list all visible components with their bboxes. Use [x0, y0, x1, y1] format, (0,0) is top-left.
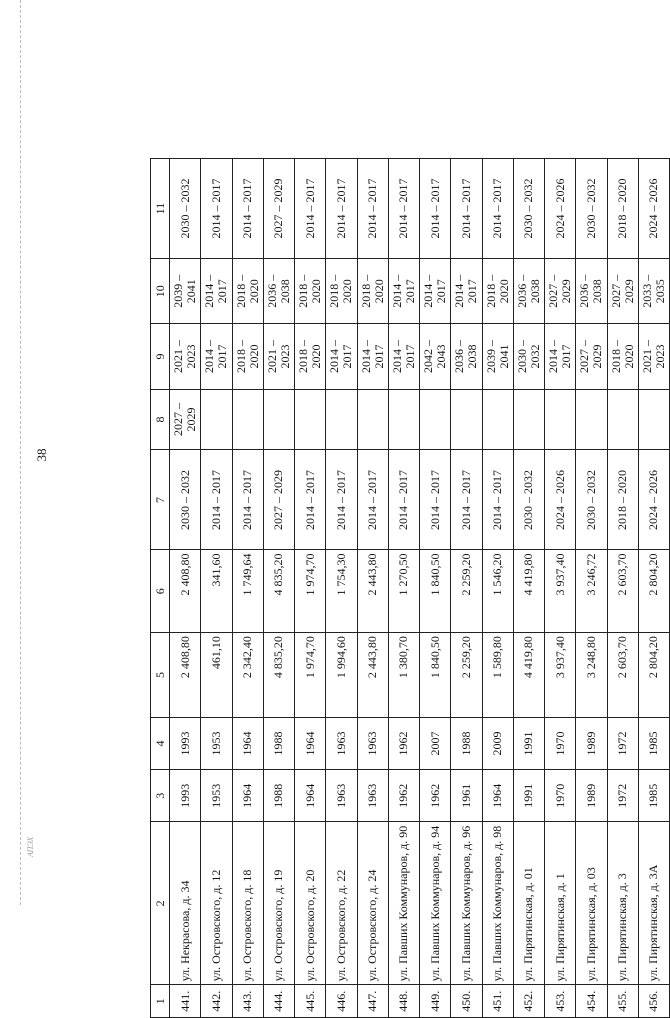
table-cell: 2 342,40 [232, 633, 263, 718]
table-cell: 2014 – 2017 [326, 159, 357, 259]
table-cell: 341,60 [201, 550, 232, 633]
table-cell: 1 974,70 [295, 550, 326, 633]
rotated-table-container [150, 158, 670, 1018]
table-cell: 1972 [607, 717, 638, 769]
table-cell: 1 589,80 [482, 633, 513, 718]
table-cell: 1 840,50 [420, 633, 451, 718]
header-row [151, 159, 170, 1018]
table-cell: 1962 [388, 717, 419, 769]
table-cell: 2014 – 2017 [388, 450, 419, 550]
page-number: 38 [34, 448, 49, 462]
table-cell [451, 389, 482, 450]
table-cell: 1970 [545, 770, 576, 822]
table-cell: 2014 – 2017 [295, 159, 326, 259]
table-cell [482, 389, 513, 450]
table-row [388, 159, 419, 1018]
table-cell [513, 389, 544, 450]
table-cell: 4 835,20 [263, 633, 294, 718]
table-cell: 1963 [357, 770, 388, 822]
table-cell: 2018 – 2020 [295, 259, 326, 324]
table-cell: 446. [326, 985, 357, 1018]
table-row [607, 159, 638, 1018]
column-header: 9 [151, 324, 170, 389]
table-cell: 2042 – 2043 [420, 324, 451, 389]
table-cell: 2018 – 2020 [607, 324, 638, 389]
table-cell: 2018 – 2020 [607, 159, 638, 259]
table-cell: ул. Некрасова, д. 34 [170, 822, 201, 985]
table-cell: 2027 – 2029 [263, 450, 294, 550]
table-cell: 2018 – 2020 [232, 324, 263, 389]
table-cell: 1 270,50 [388, 550, 419, 633]
table-cell: ул. Пирятинская, д. 03 [576, 822, 607, 985]
table-cell: 1964 [232, 770, 263, 822]
table-cell: 2 259,20 [451, 633, 482, 718]
table-row [638, 159, 669, 1018]
table-cell: 1964 [295, 717, 326, 769]
table-cell: 2036 – 2038 [513, 259, 544, 324]
table-cell: 2014 – 2017 [420, 159, 451, 259]
table-cell: 2014 – 2017 [357, 159, 388, 259]
table-cell: 2014 – 2017 [420, 450, 451, 550]
table-cell: 1962 [388, 770, 419, 822]
table-cell: 1989 [576, 717, 607, 769]
table-cell: 1953 [201, 717, 232, 769]
table-row [326, 159, 357, 1018]
table-row [263, 159, 294, 1018]
table-cell: 2018 – 2020 [232, 259, 263, 324]
table-row [201, 159, 232, 1018]
table-cell [232, 389, 263, 450]
table-cell: 1988 [263, 717, 294, 769]
column-header: 3 [151, 770, 170, 822]
column-header: 11 [151, 159, 170, 259]
table-cell: 456. [638, 985, 669, 1018]
table-cell: 443. [232, 985, 263, 1018]
table-cell: 1963 [326, 717, 357, 769]
table-cell: 2036 – 2038 [576, 259, 607, 324]
table-cell: 2018 – 2020 [357, 259, 388, 324]
table-cell: 2027 – 2029 [607, 259, 638, 324]
table-cell: 2014 – 2017 [420, 259, 451, 324]
table-cell: 2014 – 2017 [388, 259, 419, 324]
table-cell: 2030 – 2032 [513, 324, 544, 389]
table-cell: 461,10 [201, 633, 232, 718]
table-cell: 2014 – 2017 [232, 159, 263, 259]
column-header: 5 [151, 633, 170, 718]
table-cell: 2 443,80 [357, 633, 388, 718]
table-cell: 2014 – 2017 [451, 450, 482, 550]
table-cell: ул. Островского, д. 12 [201, 822, 232, 985]
table-cell: 2007 [420, 717, 451, 769]
table-cell: 4 419,80 [513, 550, 544, 633]
table-cell [388, 389, 419, 450]
table-row [420, 159, 451, 1018]
table-cell: 452. [513, 985, 544, 1018]
table-cell: 450. [451, 985, 482, 1018]
table-cell: 1953 [201, 770, 232, 822]
table-cell: 3 937,40 [545, 633, 576, 718]
housing-repair-schedule-table [150, 158, 670, 1018]
table-cell: 2014 – 2017 [295, 450, 326, 550]
table-cell: 1993 [170, 717, 201, 769]
table-cell: ул. Пирятинская, д. 01 [513, 822, 544, 985]
table-cell: 2024 – 2026 [638, 450, 669, 550]
table-cell: ул. Островского, д. 18 [232, 822, 263, 985]
column-header: 2 [151, 822, 170, 985]
table-cell: 2018 – 2020 [326, 259, 357, 324]
table-cell: 2 804,20 [638, 633, 669, 718]
table-cell: 448. [388, 985, 419, 1018]
column-header: 6 [151, 550, 170, 633]
table-cell: 2027 – 2029 [170, 389, 201, 450]
column-header: 10 [151, 259, 170, 324]
table-cell: 449. [420, 985, 451, 1018]
table-cell: 2 259,20 [451, 550, 482, 633]
table-cell: 2024 – 2026 [638, 159, 669, 259]
column-header: 4 [151, 717, 170, 769]
table-cell: ул. Павших Коммунаров, д. 96 [451, 822, 482, 985]
table-cell: ул. Островского, д. 19 [263, 822, 294, 985]
table-cell: 1961 [451, 770, 482, 822]
table-cell [638, 389, 669, 450]
table-cell: 2030 – 2032 [513, 159, 544, 259]
table-cell: 2 443,80 [357, 550, 388, 633]
table-cell: 1991 [513, 770, 544, 822]
table-cell: 1962 [420, 770, 451, 822]
table-cell [607, 389, 638, 450]
table-cell: 445. [295, 985, 326, 1018]
table-cell: 1 974,70 [295, 633, 326, 718]
table-cell: 2014 – 2017 [201, 159, 232, 259]
table-cell: 2 408,80 [170, 550, 201, 633]
table-cell: 451. [482, 985, 513, 1018]
table-cell: 1970 [545, 717, 576, 769]
table-cell: 4 835,20 [263, 550, 294, 633]
table-cell: 2030 – 2032 [576, 159, 607, 259]
stamp-mark: АПЭХ [26, 836, 35, 857]
table-cell: 2030 – 2032 [170, 159, 201, 259]
table-cell: ул. Павших Коммунаров, д. 90 [388, 822, 419, 985]
table-cell: 1 994,60 [326, 633, 357, 718]
table-cell: 2030 – 2032 [170, 450, 201, 550]
table-cell: 2014 – 2017 [482, 450, 513, 550]
table-cell: 2039 – 2041 [170, 259, 201, 324]
table-cell: 1 840,50 [420, 550, 451, 633]
table-cell: 444. [263, 985, 294, 1018]
table-cell: 2 603,70 [607, 633, 638, 718]
table-cell: 1963 [357, 717, 388, 769]
table-row [482, 159, 513, 1018]
table-cell: 1 749,64 [232, 550, 263, 633]
table-cell [326, 389, 357, 450]
table-cell: 1964 [482, 770, 513, 822]
table-cell: 1993 [170, 770, 201, 822]
table-cell: 2014 – 2017 [388, 159, 419, 259]
table-row [513, 159, 544, 1018]
table-row [357, 159, 388, 1018]
table-cell: ул. Пирятинская, д. 3 [607, 822, 638, 985]
table-cell: 3 246,72 [576, 550, 607, 633]
table-cell: 1964 [232, 717, 263, 769]
table-cell: 1 380,70 [388, 633, 419, 718]
column-header: 8 [151, 389, 170, 450]
table-cell: 454. [576, 985, 607, 1018]
table-cell: 1991 [513, 717, 544, 769]
table-row [451, 159, 482, 1018]
table-cell: 2036 – 2038 [263, 259, 294, 324]
table-cell: ул. Пирятинская, д. 3А [638, 822, 669, 985]
table-cell [576, 389, 607, 450]
table-cell: 2014 – 2017 [388, 324, 419, 389]
table-cell: 2039 – 2041 [482, 324, 513, 389]
table-cell: 442. [201, 985, 232, 1018]
table-cell: 2014 – 2017 [201, 259, 232, 324]
table-cell: 1988 [263, 770, 294, 822]
table-cell: 453. [545, 985, 576, 1018]
table-cell [201, 389, 232, 450]
table-cell: 2 603,70 [607, 550, 638, 633]
table-cell: 2018 – 2020 [482, 259, 513, 324]
table-cell: 1964 [295, 770, 326, 822]
table-row [576, 159, 607, 1018]
table-cell: 2033 – 2035 [638, 259, 669, 324]
table-cell: 2027 – 2029 [263, 159, 294, 259]
table-cell [357, 389, 388, 450]
table-body [170, 159, 670, 1018]
table-cell: 1 754,30 [326, 550, 357, 633]
table-cell: 2014 – 2017 [545, 324, 576, 389]
table-cell: 2014 – 2017 [326, 324, 357, 389]
table-cell: 3 248,80 [576, 633, 607, 718]
table-cell: ул. Павших Коммунаров, д. 98 [482, 822, 513, 985]
scan-edge-line [20, 0, 22, 905]
column-header: 7 [151, 450, 170, 550]
table-cell: 1963 [326, 770, 357, 822]
table-cell: 2024 – 2026 [545, 159, 576, 259]
table-cell: 2014 – 2017 [326, 450, 357, 550]
table-cell: 441. [170, 985, 201, 1018]
table-cell: 2 804,20 [638, 550, 669, 633]
table-cell: 1 546,20 [482, 550, 513, 633]
table-cell: 4 419,80 [513, 633, 544, 718]
table-cell: 2027 – 2029 [576, 324, 607, 389]
table-cell: 2014 – 2017 [451, 259, 482, 324]
table-cell: 1972 [607, 770, 638, 822]
table-cell: 2021 – 2023 [170, 324, 201, 389]
table-row [545, 159, 576, 1018]
table-cell: ул. Пирятинская, д. 1 [545, 822, 576, 985]
table-cell: 2014 – 2017 [201, 450, 232, 550]
table-cell: 3 937,40 [545, 550, 576, 633]
table-cell [545, 389, 576, 450]
table-cell: 1985 [638, 770, 669, 822]
table-cell: 2014 – 2017 [451, 159, 482, 259]
table-cell: 1989 [576, 770, 607, 822]
table-cell: 2014 – 2017 [232, 450, 263, 550]
table-cell: 2018 – 2020 [607, 450, 638, 550]
table-cell: 2014 – 2017 [482, 159, 513, 259]
table-cell: 1988 [451, 717, 482, 769]
table-cell [295, 389, 326, 450]
table-cell: 2014 – 2017 [357, 450, 388, 550]
table-cell: 2030 – 2032 [576, 450, 607, 550]
table-cell: 2018 – 2020 [295, 324, 326, 389]
column-header: 1 [151, 985, 170, 1018]
table-cell: 1985 [638, 717, 669, 769]
table-cell: 2021 – 2023 [638, 324, 669, 389]
table-cell: 455. [607, 985, 638, 1018]
table-cell: ул. Островского, д. 22 [326, 822, 357, 985]
table-cell: ул. Павших Коммунаров, д. 94 [420, 822, 451, 985]
table-cell: 2009 [482, 717, 513, 769]
table-cell: ул. Островского, д. 20 [295, 822, 326, 985]
table-cell: 2014 – 2017 [201, 324, 232, 389]
table-cell: 2 408,80 [170, 633, 201, 718]
table-cell: 2030 – 2032 [513, 450, 544, 550]
table-cell: 2024 – 2026 [545, 450, 576, 550]
table-cell: 2036 – 2038 [451, 324, 482, 389]
table-cell [420, 389, 451, 450]
table-cell [263, 389, 294, 450]
table-row [232, 159, 263, 1018]
table-cell: 2021 – 2023 [263, 324, 294, 389]
table-row [170, 159, 201, 1018]
table-cell: 2027 – 2029 [545, 259, 576, 324]
table-cell: 2014 – 2017 [357, 324, 388, 389]
table-row [295, 159, 326, 1018]
table-cell: 447. [357, 985, 388, 1018]
table-cell: ул. Островского, д. 24 [357, 822, 388, 985]
